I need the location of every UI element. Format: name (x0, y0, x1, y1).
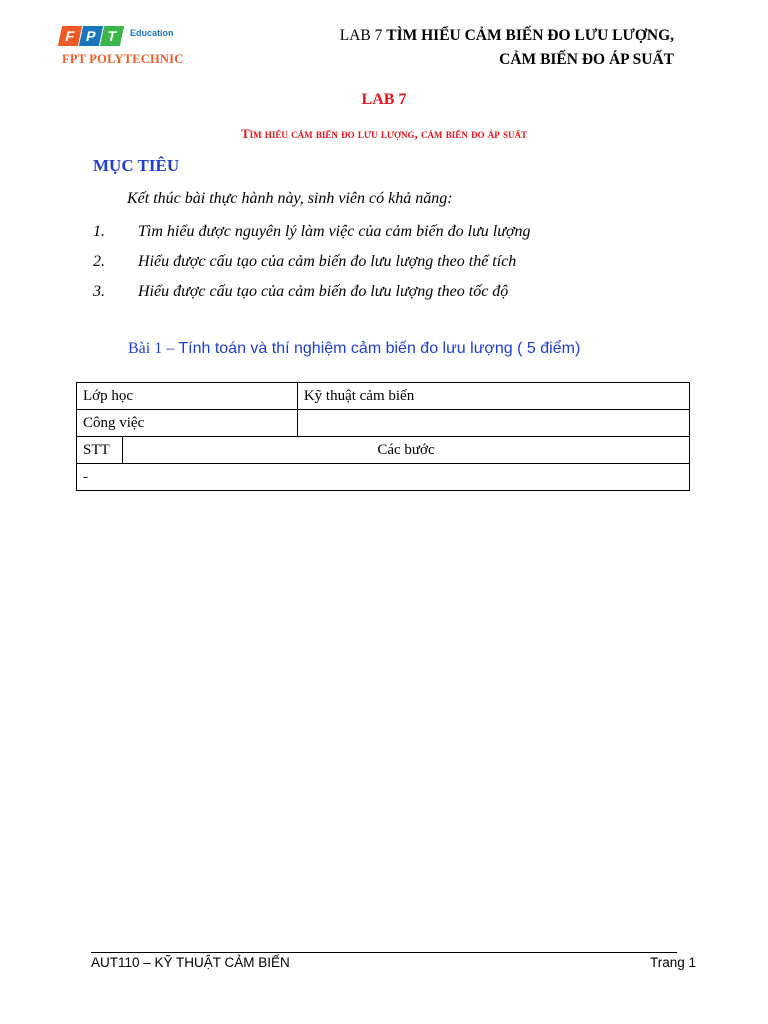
lab-subtitle: Tìm hiểu cảm biến đo lưu lượng, cảm biến đo áp suất (240, 126, 527, 141)
exercise-title: Tính toán và thí nghiệm cảm biến đo lưu lượng ( 5 điểm) (174, 340, 581, 357)
fpt-polytechnic-logo (60, 24, 200, 68)
list-item-text: Hiểu được cấu tạo của cảm biến đo lưu lượng theo thể tích (138, 253, 517, 270)
table-cell-class-label: Lớp học (77, 383, 298, 410)
table-row (77, 464, 690, 491)
objectives-intro: Kết thúc bài thực hành này, sinh viên có khả năng: (127, 190, 453, 207)
running-header-line-1 (340, 24, 674, 48)
assignment-table (76, 382, 690, 491)
table-cell-step-entry: - (77, 464, 690, 491)
logo-tagline: Education (130, 28, 174, 38)
table-cell-task-value (297, 410, 689, 437)
running-header-title-cont: CẢM BIẾN ĐO ÁP SUẤT (499, 51, 674, 68)
list-item-text: Tìm hiểu được nguyên lý làm việc của cảm biến đo lưu lượng (138, 223, 531, 240)
footer-divider (91, 952, 677, 953)
list-item-text: Hiểu được cấu tạo của cảm biến đo lưu lượng theo tốc độ (138, 283, 509, 300)
running-header (340, 24, 674, 72)
table-cell-class-value: Kỹ thuật cảm biến (297, 383, 689, 410)
fpt-logo-mark (60, 26, 123, 46)
logo-tile-f: F (58, 26, 82, 46)
table-cell-task-label: Công việc (77, 410, 298, 437)
list-item-number: 2. (93, 253, 105, 270)
footer-course: AUT110 – KỸ THUẬT CẢM BIẾN (91, 955, 290, 970)
objectives-heading: MỤC TIÊU (93, 156, 180, 175)
exercise-number: Bài 1 – (128, 340, 175, 357)
list-item-number: 3. (93, 283, 105, 300)
running-header-line-2 (340, 48, 674, 72)
exercise-heading (128, 340, 580, 358)
running-header-prefix: LAB 7 (339, 27, 383, 44)
lab-title: LAB 7 (361, 91, 407, 108)
table-row (77, 410, 690, 437)
table-row (77, 383, 690, 410)
table-cell-steps-header: Các bước (123, 437, 690, 464)
logo-tile-t: T (100, 26, 124, 46)
footer-page-number: Trang 1 (649, 955, 696, 970)
table-cell-stt-header: STT (77, 437, 123, 464)
logo-name: FPT POLYTECHNIC (62, 52, 184, 66)
running-header-title: TÌM HIỂU CẢM BIẾN ĐO LƯU LƯỢNG, (386, 27, 674, 44)
table-row (77, 437, 690, 464)
list-item-number: 1. (93, 223, 105, 240)
logo-tile-p: P (79, 26, 103, 46)
